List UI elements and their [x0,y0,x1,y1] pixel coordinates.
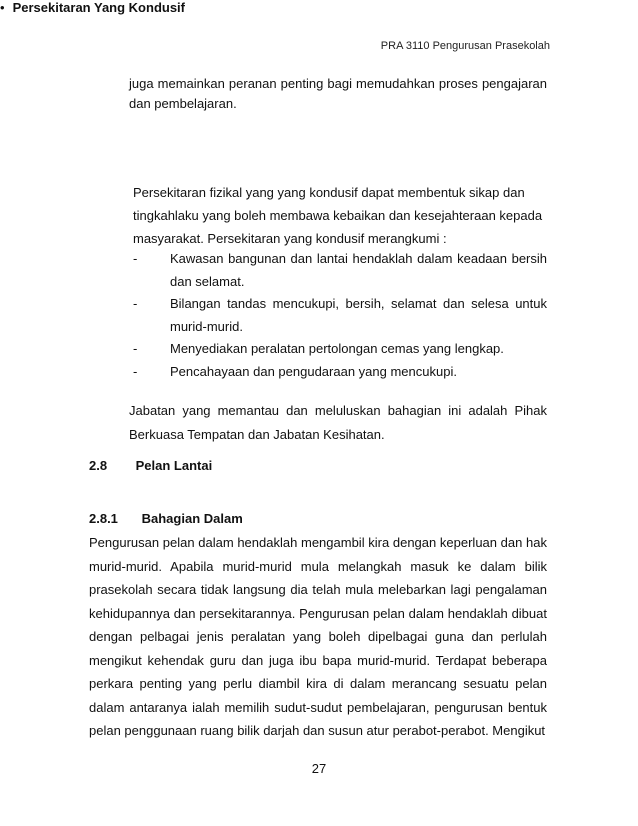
list-dash: - [133,296,138,311]
list-dash: - [133,364,138,379]
subsection-title: Bahagian Dalam [141,511,243,526]
list-item [133,360,547,383]
continuation-paragraph: juga memainkan peranan penting bagi memudahkan proses pengajaran dan pembelajaran. [129,76,547,111]
section-number: 2.8 [89,458,108,473]
running-header: PRA 3110 Pengurusan Prasekolah [380,40,550,52]
list-item-text: Bilangan tandas mencukupi, bersih, selamat dan selesa untuk murid-murid. [170,296,547,334]
subsection-heading [89,511,243,526]
intro-paragraph: Persekitaran fizikal yang yang kondusif dapat membentuk sikap dan tingkahlaku yang boleh membawa kebaikan dan kesejahteraan kepada masyarakat. Persekitaran yang kondusif merangkumi : [133,185,543,246]
list-item [133,337,547,360]
list-item-text: Menyediakan peralatan pertolongan cemas yang lengkap. [170,341,504,356]
list-dash: - [133,251,138,266]
list-item-text: Kawasan bangunan dan lantai hendaklah dalam keadaan bersih dan selamat. [170,251,547,289]
list-dash: - [133,341,138,356]
page-number: 27 [311,761,327,776]
subsection-number: 2.8.1 [89,511,118,526]
closing-paragraph: Jabatan yang memantau dan meluluskan bahagian ini adalah Pihak Berkuasa Tempatan dan Jabatan Kesihatan. [129,403,547,442]
bullet-heading-text: Persekitaran Yang Kondusif [12,0,185,15]
list-item [133,247,547,293]
section-title: Pelan Lantai [135,458,213,473]
bullet-icon: • [0,0,5,15]
body-paragraph: Pengurusan pelan dalam hendaklah mengambil kira dengan keperluan dan hak murid-murid. Apabila murid-murid mula melangkah masuk ke dalam bilik prasekolah secara tidak langsung dia telah mula melebarkan lagi pengalaman kehidupannya dan persekitarannya. Pengurusan pelan dalam hendaklah dibuat dengan pelbagai jenis peralatan yang boleh dipelbagai guna dan perlulah mengikut kehendak guru dan juga ibu bapa murid-murid. Terdapat beberapa perkara penting yang perlu diambil kira di dalam merancang sesuatu pelan dalam antaranya ialah memilih sudut-sudut pembelajaran, pengurusan bentuk pelan penggunaan ruang bilik darjah dan susun atur perabot-perabot. Mengikut [89,535,547,738]
list-item [133,292,547,338]
section-heading [89,458,212,473]
list-item-text: Pencahayaan dan pengudaraan yang mencukupi. [170,364,457,379]
bullet-heading [0,0,638,15]
